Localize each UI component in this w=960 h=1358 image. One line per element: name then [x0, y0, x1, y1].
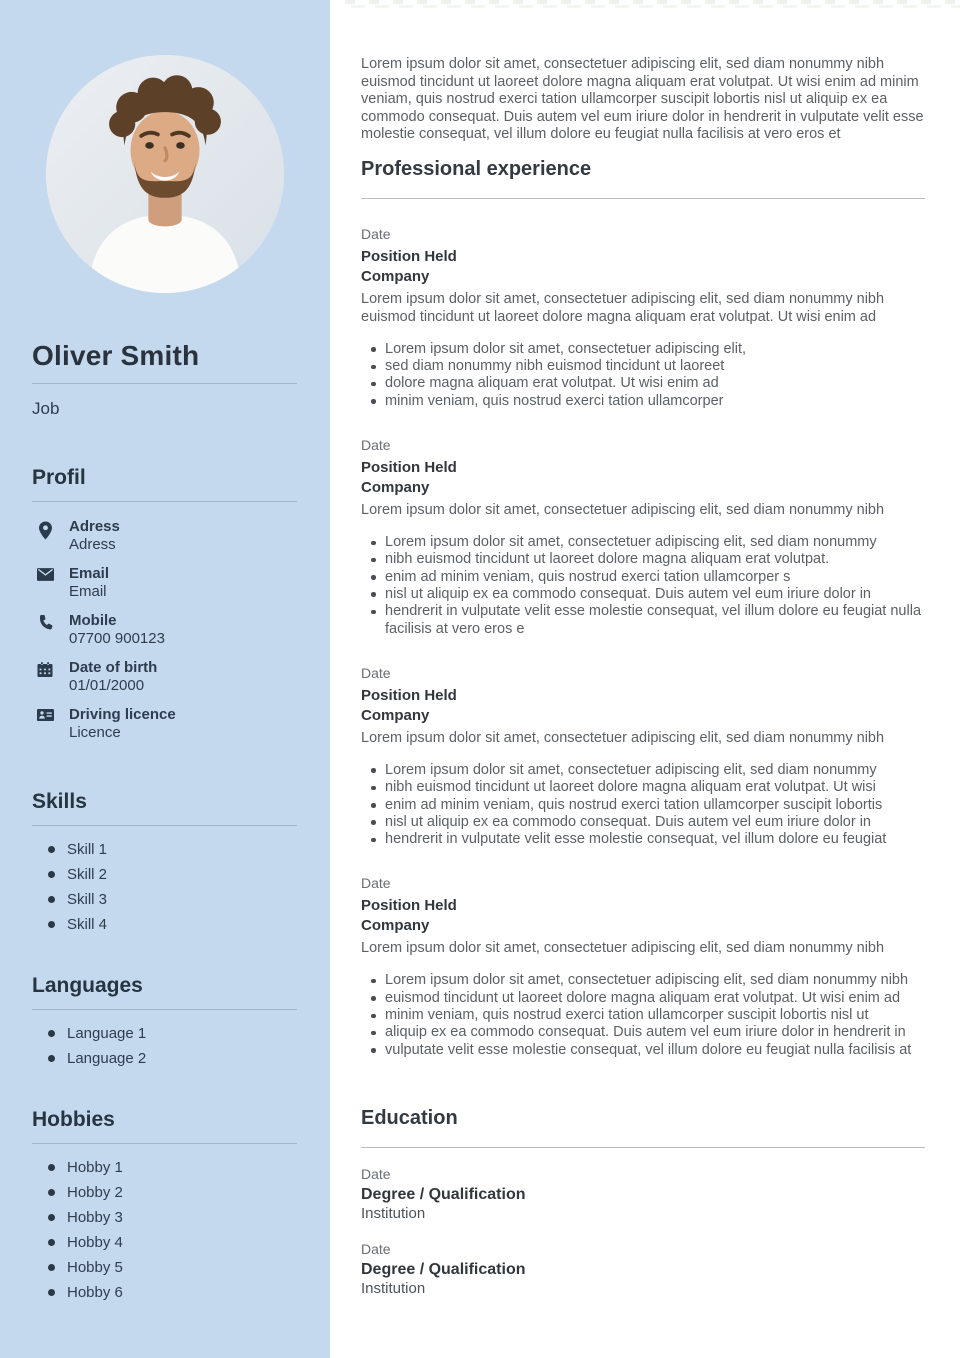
divider — [361, 1147, 925, 1148]
skill-item: Skill 1 — [48, 841, 297, 859]
entry-bullet: minim veniam, quis nostrud exerci tation ullamcorper suscipit lobortis nisl ut — [385, 1007, 925, 1024]
entry-date: Date — [361, 875, 391, 892]
entry-position: Position Held — [361, 248, 457, 266]
entry-bullet-list — [361, 972, 925, 1058]
entry-degree: Degree / Qualification — [361, 1185, 526, 1203]
entry-bullet-list — [361, 341, 925, 410]
entry-company: Company — [361, 917, 430, 935]
hobby-item: Hobby 3 — [48, 1209, 297, 1227]
job-title: Job — [32, 399, 60, 418]
entry-bullet: Lorem ipsum dolor sit amet, consectetuer adipiscing elit, sed diam nonummy nibh — [385, 972, 925, 989]
experience-entry — [361, 226, 925, 410]
hobby-item: Hobby 2 — [48, 1184, 297, 1202]
entry-bullet: sed diam nonummy nibh euismod tincidunt ut laoreet — [385, 358, 925, 375]
experience-entry — [361, 875, 925, 1059]
experience-section-title: Professional experience — [361, 158, 592, 181]
location-pin-icon — [37, 521, 54, 541]
hobby-item: Hobby 4 — [48, 1234, 297, 1252]
entry-position: Position Held — [361, 458, 457, 476]
entry-bullet-list — [361, 534, 925, 638]
entry-bullet: Lorem ipsum dolor sit amet, consectetuer adipiscing elit, sed diam nonummy — [385, 762, 925, 779]
profil-item-value: Email — [69, 583, 107, 600]
entry-bullet: aliquip ex ea commodo consequat. Duis autem vel eum iriure dolor in hendrerit in — [385, 1024, 925, 1041]
profil-item-label: Driving licence — [69, 706, 176, 723]
skills-list — [32, 841, 297, 934]
profil-item-date-of-birth — [32, 659, 297, 695]
profil-item-label: Adress — [69, 518, 120, 535]
divider — [32, 501, 297, 502]
hobbies-list — [32, 1159, 297, 1302]
entry-date: Date — [361, 1240, 391, 1257]
languages-section-title: Languages — [32, 974, 143, 997]
entry-company: Company — [361, 478, 430, 496]
entry-bullet: hendrerit in vulputate velit esse molestie consequat, vel illum dolore eu feugiat nulla facilisis at vero eros e — [385, 603, 925, 638]
entry-bullet: nisl ut aliquip ex ea commodo consequat. Duis autem vel eum iriure dolor in — [385, 586, 925, 603]
id-card-icon — [37, 709, 54, 721]
page-top-dash-pattern — [345, 0, 960, 9]
profil-item-label: Date of birth — [69, 659, 158, 676]
entry-bullet: minim veniam, quis nostrud exerci tation ullamcorper — [385, 393, 925, 410]
skill-item: Skill 3 — [48, 891, 297, 909]
entry-bullet: Lorem ipsum dolor sit amet, consectetuer adipiscing elit, sed diam nonummy — [385, 534, 925, 551]
entry-summary: Lorem ipsum dolor sit amet, consectetuer adipiscing elit, sed diam nonummy nibh — [361, 940, 885, 957]
entry-summary: Lorem ipsum dolor sit amet, consectetuer adipiscing elit, sed diam nonummy nibh — [361, 729, 885, 746]
entry-position: Position Held — [361, 686, 457, 704]
entry-bullet: euismod tincidunt ut laoreet dolore magna aliquam erat volutpat. Ut wisi enim ad — [385, 990, 925, 1007]
experience-entry — [361, 665, 925, 849]
entry-summary: Lorem ipsum dolor sit amet, consectetuer adipiscing elit, sed diam nonummy nibh — [361, 501, 885, 518]
entry-bullet: nisl ut aliquip ex ea commodo consequat. Duis autem vel eum iriure dolor in — [385, 814, 925, 831]
hobby-item: Hobby 5 — [48, 1259, 297, 1277]
entry-date: Date — [361, 226, 391, 243]
entry-degree: Degree / Qualification — [361, 1260, 526, 1278]
profil-item-value: Licence — [69, 724, 121, 741]
profil-item-driving-licence — [32, 706, 297, 742]
entry-bullet: Lorem ipsum dolor sit amet, consectetuer adipiscing elit, — [385, 341, 925, 358]
languages-list — [32, 1025, 297, 1068]
phone-icon — [37, 615, 54, 631]
profil-item-value: 07700 900123 — [69, 630, 165, 647]
divider — [32, 1009, 297, 1010]
entry-bullet: enim ad minim veniam, quis nostrud exerci tation ullamcorper suscipit lobortis — [385, 797, 925, 814]
entry-date: Date — [361, 1165, 391, 1182]
entry-bullet: nibh euismod tincidunt ut laoreet dolore magna aliquam erat volutpat. Ut wisi — [385, 779, 925, 796]
hobby-item: Hobby 6 — [48, 1284, 297, 1302]
skill-item: Skill 2 — [48, 866, 297, 884]
entry-institution: Institution — [361, 1204, 426, 1222]
entry-bullet-list — [361, 762, 925, 848]
language-item: Language 2 — [48, 1050, 297, 1068]
profil-item-address — [32, 518, 297, 554]
profil-item-label: Mobile — [69, 612, 117, 629]
entry-institution: Institution — [361, 1279, 426, 1297]
entry-company: Company — [361, 706, 430, 724]
profil-item-label: Email — [69, 565, 110, 582]
profil-item-mobile — [32, 612, 297, 648]
entry-position: Position Held — [361, 897, 457, 915]
entry-bullet: vulputate velit esse molestie consequat, vel illum dolore eu feugiat nulla facilisis at — [385, 1042, 925, 1059]
hobbies-section-title: Hobbies — [32, 1108, 115, 1131]
entry-bullet: enim ad minim veniam, quis nostrud exerci tation ullamcorper s — [385, 569, 925, 586]
avatar — [46, 55, 284, 293]
education-entry — [361, 1166, 925, 1223]
divider — [32, 383, 297, 384]
education-entry — [361, 1241, 925, 1298]
skills-section-title: Skills — [32, 790, 87, 813]
divider — [32, 1143, 297, 1144]
profil-section-title: Profil — [32, 466, 86, 489]
profil-item-value: Adress — [69, 536, 116, 553]
person-name: Oliver Smith — [32, 340, 200, 371]
profile-summary: Lorem ipsum dolor sit amet, consectetuer adipiscing elit, sed diam nonummy nibh euismod tincidunt ut laoreet dolore magna aliquam erat volutpat. Ut wisi enim ad minim veniam, quis nostrud exerci tation ullamcorper suscipit lobortis nisl ut aliquip ex ea commodo consequat. Duis autem vel eum iriure dolor in hendrerit in vulputate velit esse molestie consequat, vel illum dolore eu feugiat nulla facilisis at vero eros et — [361, 56, 924, 143]
skill-item: Skill 4 — [48, 916, 297, 934]
entry-bullet: dolore magna aliquam erat volutpat. Ut wisi enim ad — [385, 375, 925, 392]
profil-item-email — [32, 565, 297, 601]
experience-entry — [361, 437, 925, 638]
profile-photo — [46, 55, 284, 293]
sidebar — [0, 0, 330, 1358]
email-icon — [37, 568, 54, 581]
divider — [361, 198, 925, 199]
entry-date: Date — [361, 436, 391, 453]
entry-bullet: nibh euismod tincidunt ut laoreet dolore magna aliquam erat volutpat. — [385, 551, 925, 568]
entry-company: Company — [361, 268, 430, 286]
entry-summary: Lorem ipsum dolor sit amet, consectetuer adipiscing elit, sed diam nonummy nibh euismod tincidunt ut laoreet dolore magna aliquam erat volutpat. Ut wisi enim ad — [361, 291, 885, 325]
language-item: Language 1 — [48, 1025, 297, 1043]
entry-bullet: hendrerit in vulputate velit esse molestie consequat, vel illum dolore eu feugiat — [385, 831, 925, 848]
profil-item-value: 01/01/2000 — [69, 677, 145, 694]
main-content — [330, 0, 960, 1358]
calendar-icon — [37, 662, 54, 678]
profil-list — [32, 518, 297, 742]
entry-date: Date — [361, 664, 391, 681]
education-section-title: Education — [361, 1106, 458, 1129]
divider — [32, 825, 297, 826]
hobby-item: Hobby 1 — [48, 1159, 297, 1177]
